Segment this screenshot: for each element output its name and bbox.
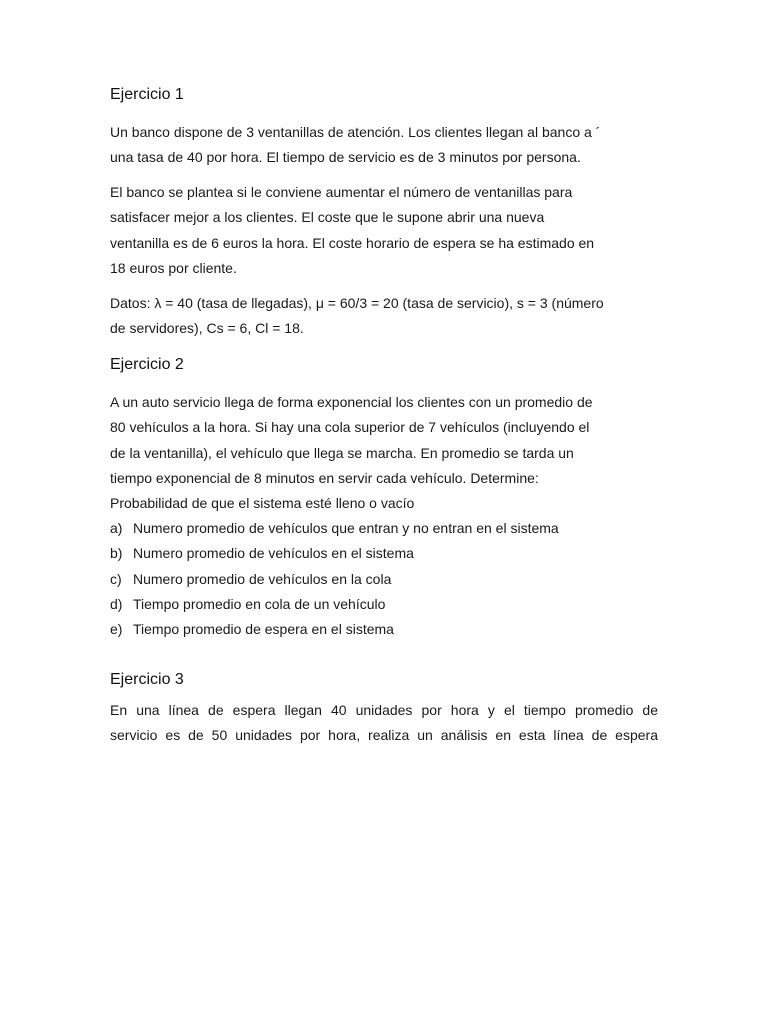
ejercicio-1-paragraph-1 bbox=[110, 120, 658, 171]
ejercicio-2-question-list bbox=[110, 516, 658, 642]
text-line: Un banco dispone de 3 ventanillas de atención. Los clientes llegan al banco a ´ bbox=[110, 124, 601, 140]
text-line: 80 vehículos a la hora. Si hay una cola superior de 7 vehículos (incluyendo el bbox=[110, 419, 590, 436]
list-item-text: Numero promedio de vehículos que entran y no entran en el sistema bbox=[133, 520, 559, 536]
list-item bbox=[110, 592, 658, 617]
list-marker: b) bbox=[110, 545, 123, 562]
list-item bbox=[110, 617, 658, 642]
list-marker: a) bbox=[110, 520, 123, 536]
list-item bbox=[110, 516, 658, 541]
ejercicio-3-paragraph-1 bbox=[110, 698, 658, 749]
text-line: A un auto servicio llega de forma exponencial los clientes con un promedio de bbox=[110, 394, 593, 410]
text-line: El banco se plantea si le conviene aumentar el número de ventanillas para bbox=[110, 184, 573, 200]
list-item-text: Numero promedio de vehículos en la cola bbox=[133, 570, 392, 587]
text-line: satisfacer mejor a los clientes. El coste que le supone abrir una nueva bbox=[110, 209, 545, 226]
ejercicio-1-paragraph-2 bbox=[110, 180, 658, 281]
list-item bbox=[110, 541, 658, 566]
list-marker: c) bbox=[110, 570, 122, 587]
ejercicio-1-title: Ejercicio 1 bbox=[110, 86, 184, 103]
text-line: tiempo exponencial de 8 minutos en servir cada vehículo. Determine: bbox=[110, 469, 539, 486]
ejercicio-2-title: Ejercicio 2 bbox=[110, 356, 184, 373]
text-line: Datos: λ = 40 (tasa de llegadas), μ = 60/3 = 20 (tasa de servicio), s = 3 (número bbox=[110, 295, 604, 311]
list-marker: d) bbox=[110, 595, 123, 612]
ejercicio-3-title: Ejercicio 3 bbox=[110, 671, 184, 688]
text-line: En una línea de espera llegan 40 unidades por hora y el tiempo promedio de bbox=[110, 702, 658, 718]
text-line: 18 euros por cliente. bbox=[110, 259, 237, 276]
ejercicio-2-paragraph-1 bbox=[110, 390, 658, 516]
text-line: servicio es de 50 unidades por hora, realiza un análisis en esta línea de espera bbox=[110, 727, 658, 744]
list-item-text: Tiempo promedio en cola de un vehículo bbox=[133, 595, 386, 612]
text-line: ventanilla es de 6 euros la hora. El coste horario de espera se ha estimado en bbox=[110, 234, 595, 251]
list-item-text: Tiempo promedio de espera en el sistema bbox=[133, 621, 394, 638]
text-line: de servidores), Cs = 6, Cl = 18. bbox=[110, 320, 304, 337]
list-item-text: Numero promedio de vehículos en el sistema bbox=[133, 545, 414, 562]
text-line: de la ventanilla), el vehículo que llega se marcha. En promedio se tarda un bbox=[110, 444, 574, 461]
list-marker: e) bbox=[110, 621, 123, 638]
text-line: una tasa de 40 por hora. El tiempo de servicio es de 3 minutos por persona. bbox=[110, 149, 581, 166]
ejercicio-1-paragraph-3 bbox=[110, 291, 658, 342]
text-line: Probabilidad de que el sistema esté lleno o vacío bbox=[110, 495, 415, 512]
list-item bbox=[110, 567, 658, 592]
